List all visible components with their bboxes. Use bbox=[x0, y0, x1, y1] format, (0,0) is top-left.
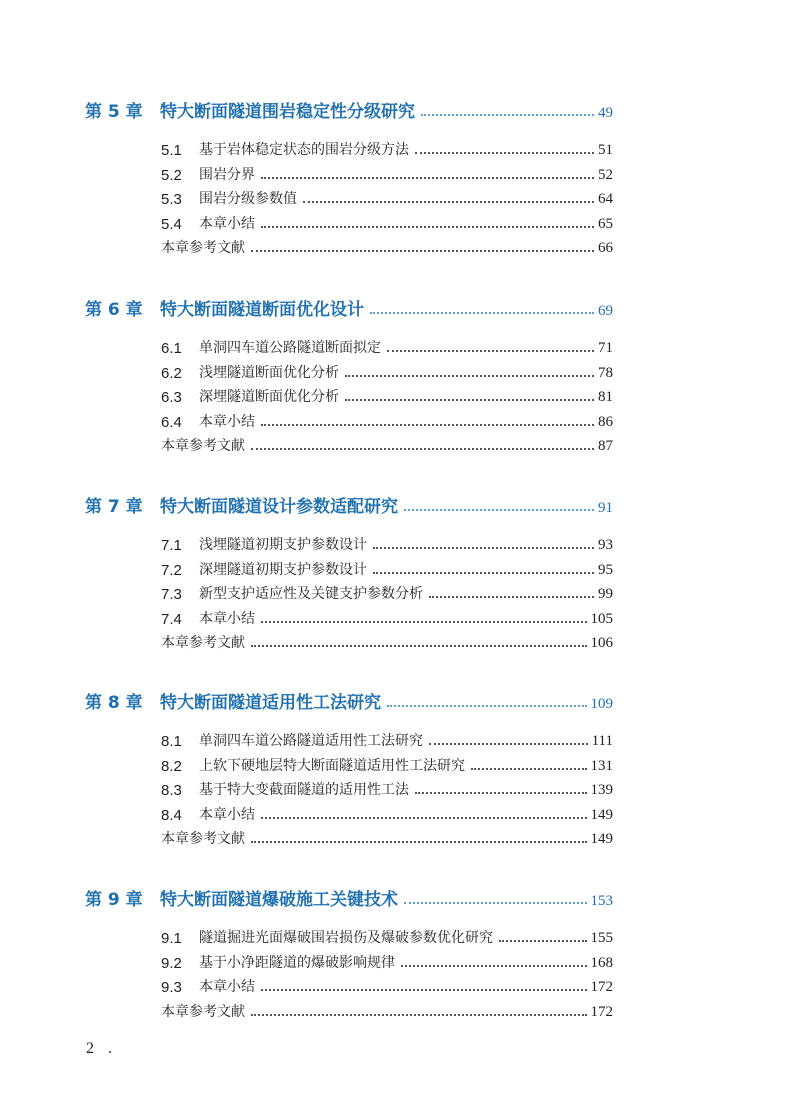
chapter-page-number: 91 bbox=[598, 500, 613, 516]
chapter-page-number: 69 bbox=[598, 303, 613, 319]
leader-dots bbox=[387, 350, 594, 352]
leader-dots bbox=[261, 177, 594, 179]
leader-dots bbox=[303, 201, 594, 203]
leader-dots bbox=[251, 250, 594, 252]
section-number: 5.4 bbox=[161, 215, 182, 233]
section-page-number: 172 bbox=[590, 1003, 613, 1020]
section-title: 基于小净距隧道的爆破影响规律 bbox=[199, 954, 395, 971]
section-title: 新型支护适应性及关键支护参数分析 bbox=[199, 586, 423, 603]
chapter-number: 第 5 章 bbox=[85, 102, 143, 122]
references-entry[interactable] bbox=[161, 434, 613, 455]
section-title: 本章参考文献 bbox=[161, 635, 245, 652]
section-title: 本章小结 bbox=[199, 215, 255, 232]
references-entry[interactable] bbox=[161, 827, 613, 848]
leader-dots bbox=[261, 621, 587, 623]
page-number: 2 bbox=[86, 1040, 94, 1057]
leader-dots bbox=[261, 989, 587, 991]
section-number: 7.4 bbox=[161, 610, 182, 628]
section-entry[interactable] bbox=[161, 410, 613, 431]
section-title: 单洞四车道公路隧道断面拟定 bbox=[199, 340, 381, 356]
leader-dots bbox=[415, 152, 594, 154]
section-entry[interactable] bbox=[161, 336, 613, 357]
section-number: 6.4 bbox=[161, 413, 182, 431]
section-entry[interactable] bbox=[161, 361, 613, 382]
leader-dots bbox=[261, 424, 594, 426]
leader-dots bbox=[404, 902, 587, 904]
section-number: 6.1 bbox=[161, 340, 182, 357]
section-title: 本章参考文献 bbox=[161, 438, 245, 455]
section-entry[interactable] bbox=[161, 975, 613, 996]
section-entry[interactable] bbox=[161, 803, 613, 824]
leader-dots bbox=[261, 817, 587, 819]
section-title: 深埋隧道断面优化分析 bbox=[199, 389, 339, 406]
section-page-number: 66 bbox=[598, 240, 613, 257]
section-number: 8.1 bbox=[161, 733, 182, 750]
leader-dots bbox=[345, 375, 594, 377]
section-page-number: 64 bbox=[598, 191, 613, 208]
section-entry[interactable] bbox=[161, 533, 613, 554]
section-page-number: 87 bbox=[598, 438, 613, 455]
references-entry[interactable] bbox=[161, 631, 613, 652]
section-page-number: 149 bbox=[590, 806, 613, 823]
section-page-number: 168 bbox=[590, 954, 613, 971]
section-title: 单洞四车道公路隧道适用性工法研究 bbox=[199, 733, 423, 749]
section-page-number: 172 bbox=[590, 979, 613, 996]
section-number: 6.3 bbox=[161, 389, 182, 407]
section-page-number: 149 bbox=[590, 831, 613, 848]
leader-dots bbox=[429, 743, 588, 745]
section-page-number: 71 bbox=[598, 340, 613, 356]
section-number: 9.3 bbox=[161, 979, 182, 997]
section-title: 本章小结 bbox=[199, 413, 255, 430]
section-title: 隧道掘进光面爆破围岩损伤及爆破参数优化研究 bbox=[199, 930, 493, 946]
section-number: 8.2 bbox=[161, 757, 182, 775]
section-title: 本章小结 bbox=[199, 979, 255, 996]
section-number: 7.1 bbox=[161, 537, 182, 554]
section-entry[interactable] bbox=[161, 582, 613, 603]
leader-dots bbox=[261, 226, 594, 228]
chapter-title: 特大断面隧道断面优化设计 bbox=[160, 300, 364, 320]
chapter-entry[interactable] bbox=[85, 96, 613, 122]
chapter-title: 特大断面隧道爆破施工关键技术 bbox=[160, 890, 398, 910]
section-page-number: 155 bbox=[590, 930, 613, 946]
section-number: 5.1 bbox=[161, 142, 182, 159]
section-page-number: 81 bbox=[598, 389, 613, 406]
chapter-title: 特大断面隧道围岩稳定性分级研究 bbox=[160, 102, 415, 122]
section-number: 9.2 bbox=[161, 954, 182, 972]
leader-dots bbox=[499, 940, 587, 942]
page-footer bbox=[86, 1040, 126, 1058]
section-page-number: 131 bbox=[590, 757, 613, 774]
section-title: 浅埋隧道初期支护参数设计 bbox=[199, 537, 367, 553]
leader-dots bbox=[401, 965, 587, 967]
leader-dots bbox=[345, 399, 594, 401]
section-entry[interactable] bbox=[161, 729, 613, 750]
section-entry[interactable] bbox=[161, 951, 613, 972]
section-number: 5.3 bbox=[161, 191, 182, 209]
leader-dots bbox=[251, 841, 587, 843]
section-page-number: 99 bbox=[598, 586, 613, 603]
references-entry[interactable] bbox=[161, 236, 613, 257]
chapter-number: 第 9 章 bbox=[85, 890, 143, 910]
section-title: 本章小结 bbox=[199, 806, 255, 823]
section-number: 8.3 bbox=[161, 782, 182, 800]
section-page-number: 111 bbox=[591, 733, 613, 749]
section-title: 上软下硬地层特大断面隧道适用性工法研究 bbox=[199, 757, 465, 774]
section-entry[interactable] bbox=[161, 385, 613, 406]
section-title: 浅埋隧道断面优化分析 bbox=[199, 364, 339, 381]
section-page-number: 52 bbox=[598, 166, 613, 183]
leader-dots bbox=[373, 547, 594, 549]
chapter-page-number: 153 bbox=[590, 893, 613, 909]
chapter-page-number: 49 bbox=[598, 105, 613, 121]
section-number: 7.2 bbox=[161, 561, 182, 579]
leader-dots bbox=[251, 1014, 587, 1016]
leader-dots bbox=[370, 312, 594, 314]
section-entry[interactable] bbox=[161, 212, 613, 233]
section-page-number: 51 bbox=[598, 142, 613, 158]
section-page-number: 106 bbox=[590, 635, 613, 652]
chapter-entry[interactable] bbox=[85, 687, 613, 713]
section-number: 7.3 bbox=[161, 586, 182, 604]
section-title: 基于特大变截面隧道的适用性工法 bbox=[199, 782, 409, 799]
section-page-number: 105 bbox=[590, 610, 613, 627]
chapter-title: 特大断面隧道设计参数适配研究 bbox=[160, 497, 398, 517]
leader-dots bbox=[404, 509, 594, 511]
section-entry[interactable] bbox=[161, 607, 613, 628]
section-page-number: 95 bbox=[598, 561, 613, 578]
footer-mark: . bbox=[108, 1040, 112, 1057]
section-title: 本章小结 bbox=[199, 610, 255, 627]
section-title: 深埋隧道初期支护参数设计 bbox=[199, 561, 367, 578]
section-title: 本章参考文献 bbox=[161, 1003, 245, 1020]
section-page-number: 86 bbox=[598, 413, 613, 430]
section-entry[interactable] bbox=[161, 558, 613, 579]
section-number: 5.2 bbox=[161, 166, 182, 184]
section-page-number: 139 bbox=[590, 782, 613, 799]
chapter-entry[interactable] bbox=[85, 294, 613, 320]
section-title: 基于岩体稳定状态的围岩分级方法 bbox=[199, 142, 409, 158]
section-number: 9.1 bbox=[161, 930, 182, 947]
chapter-entry[interactable] bbox=[85, 884, 613, 910]
leader-dots bbox=[429, 596, 594, 598]
leader-dots bbox=[373, 572, 594, 574]
leader-dots bbox=[387, 705, 587, 707]
leader-dots bbox=[421, 114, 594, 116]
leader-dots bbox=[415, 792, 587, 794]
section-title: 本章参考文献 bbox=[161, 240, 245, 257]
section-title: 本章参考文献 bbox=[161, 831, 245, 848]
section-page-number: 78 bbox=[598, 364, 613, 381]
section-entry[interactable] bbox=[161, 163, 613, 184]
chapter-title: 特大断面隧道适用性工法研究 bbox=[160, 693, 381, 713]
section-page-number: 93 bbox=[598, 537, 613, 553]
chapter-number: 第 8 章 bbox=[85, 693, 143, 713]
section-entry[interactable] bbox=[161, 187, 613, 208]
chapter-number: 第 6 章 bbox=[85, 300, 143, 320]
leader-dots bbox=[471, 768, 587, 770]
section-title: 围岩分界 bbox=[199, 166, 255, 183]
section-number: 8.4 bbox=[161, 806, 182, 824]
chapter-entry[interactable] bbox=[85, 491, 613, 517]
chapter-page-number: 109 bbox=[590, 696, 613, 712]
leader-dots bbox=[251, 448, 594, 450]
section-title: 围岩分级参数值 bbox=[199, 191, 297, 208]
section-entry[interactable] bbox=[161, 138, 613, 159]
section-entry[interactable] bbox=[161, 754, 613, 775]
references-entry[interactable] bbox=[161, 1000, 613, 1021]
section-page-number: 65 bbox=[598, 215, 613, 232]
section-entry[interactable] bbox=[161, 778, 613, 799]
leader-dots bbox=[251, 645, 587, 647]
section-number: 6.2 bbox=[161, 364, 182, 382]
chapter-number: 第 7 章 bbox=[85, 497, 143, 517]
section-entry[interactable] bbox=[161, 926, 613, 947]
